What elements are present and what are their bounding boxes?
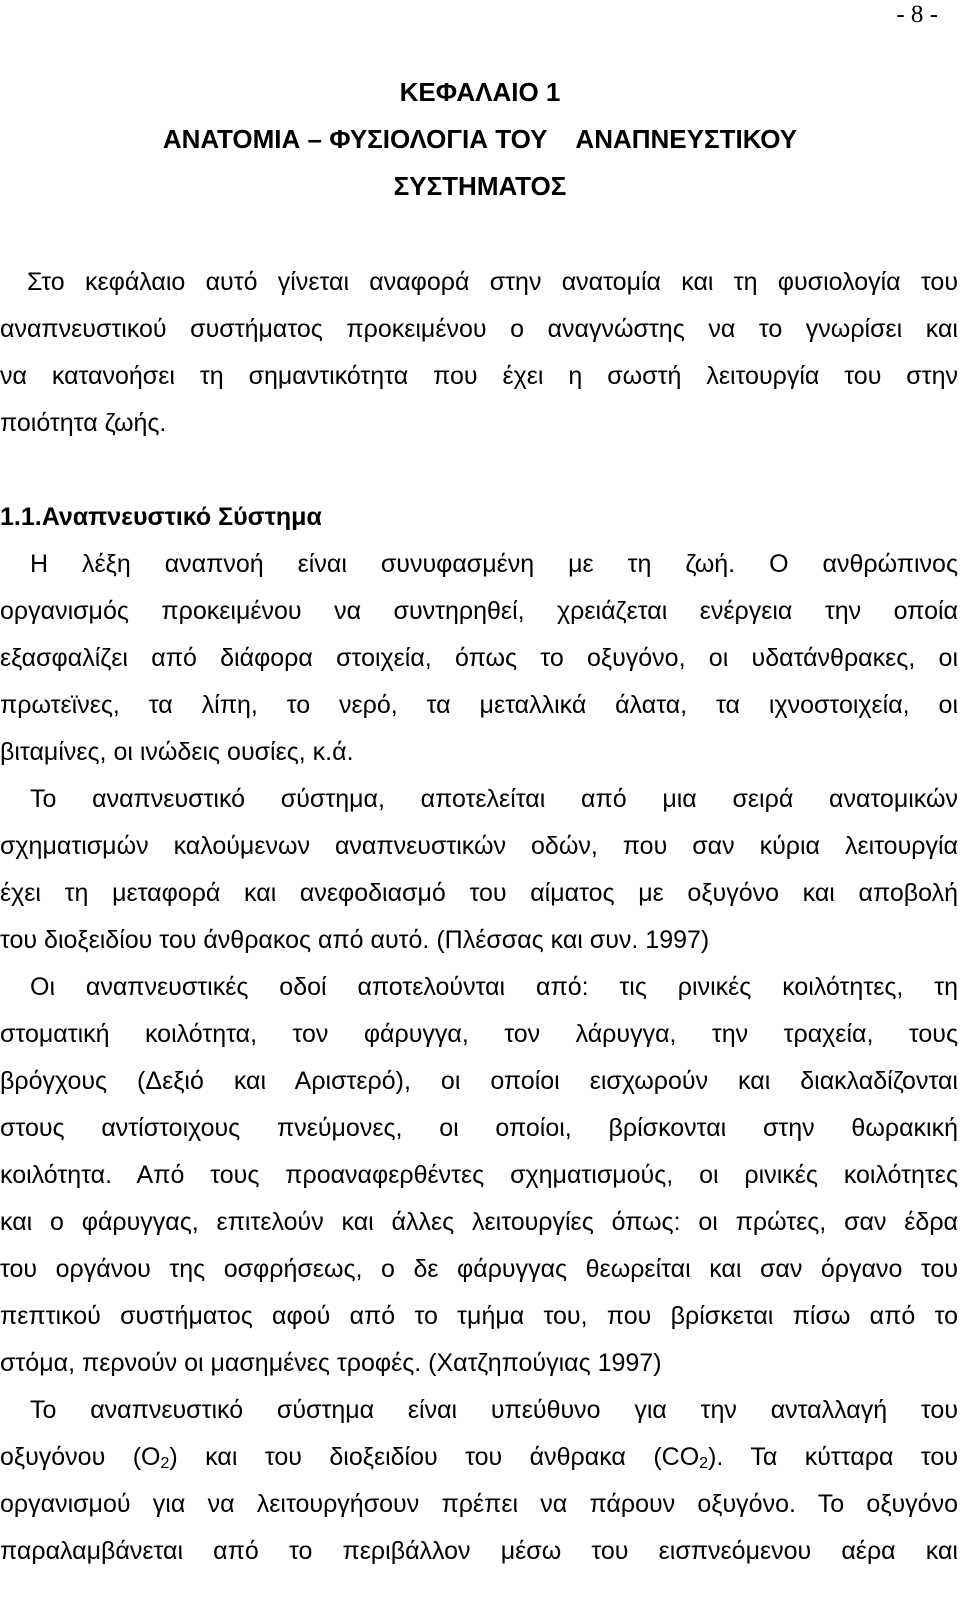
- co2-subscript: 2: [699, 1455, 709, 1472]
- body-line: Το αναπνευστικό σύστημα είναι υπεύθυνο για την ανταλλαγή του: [30, 1396, 958, 1424]
- body-line: στόμα, περνούν οι μασημένες τροφές. (Χατζηπούγιας 1997): [0, 1349, 662, 1377]
- chapter-title-line-1: ΑΝΑΤΟΜΙΑ – ΦΥΣΙΟΛΟΓΙΑ ΤΟΥ ΑΝΑΠΝΕΥΣΤΙΚΟΥ: [162, 124, 798, 154]
- body-line: βρόγχους (Δεξιό και Αριστερό), οι οποίοι εισχωρούν και διακλαδίζονται: [0, 1067, 958, 1095]
- intro-line: ποιότητα ζωής.: [0, 409, 167, 437]
- body-line: βιταμίνες, οι ινώδεις ουσίες, κ.ά.: [0, 738, 354, 766]
- body-line: πρωτεϊνες, τα λίπη, το νερό, τα μεταλλικά άλατα, τα ιχνοστοιχεία, οι: [0, 691, 958, 719]
- body-line: οργανισμός προκειμένου να συντηρηθεί, χρειάζεται ενέργεια την οποία: [0, 597, 958, 625]
- body-line: Οι αναπνευστικές οδοί αποτελούνται από: τις ρινικές κοιλότητες, τη: [30, 973, 958, 1001]
- body-line: οργανισμού για να λειτουργήσουν πρέπει να πάρουν οξυγόνο. Το οξυγόνο: [0, 1490, 958, 1518]
- o2-text-b: ) και του διοξειδίου του άνθρακα (CO: [169, 1443, 700, 1471]
- body-line: στοματική κοιλότητα, τον φάρυγγα, τον λάρυγγα, την τραχεία, τους: [0, 1020, 958, 1048]
- o2-text-a: οξυγόνου (O: [0, 1443, 161, 1471]
- chapter-title-line-2: ΣΥΣΤΗΜΑΤΟΣ: [393, 171, 567, 201]
- body-line: στους αντίστοιχους πνεύμονες, οι οποίοι, βρίσκονται στην θωρακική: [0, 1114, 958, 1142]
- body-line: και ο φάρυγγας, επιτελούν και άλλες λειτουργίες όπως: οι πρώτες, σαν έδρα: [0, 1208, 958, 1236]
- body-line: του διοξειδίου του άνθρακος από αυτό. (Πλέσσας και συν. 1997): [0, 926, 710, 954]
- body-line: Το αναπνευστικό σύστημα, αποτελείται από μια σειρά ανατομικών: [30, 785, 958, 813]
- intro-line: Στο κεφάλαιο αυτό γίνεται αναφορά στην ανατομία και τη φυσιολογία του: [27, 268, 958, 296]
- o2-text-c: ). Τα κύτταρα του: [708, 1443, 959, 1471]
- intro-line: αναπνευστικού συστήματος προκειμένου ο αναγνώστης να το γνωρίσει και: [0, 315, 958, 343]
- body-line: έχει τη μεταφορά και ανεφοδιασμό του αίματος με οξυγόνο και αποβολή: [0, 879, 958, 907]
- section-heading: 1.1.Αναπνευστικό Σύστημα: [0, 503, 322, 531]
- body-line: του οργάνου της οσφρήσεως, ο δε φάρυγγας θεωρείται και σαν όργανο του: [0, 1255, 958, 1283]
- body-line: κοιλότητα. Από τους προαναφερθέντες σχηματισμούς, οι ρινικές κοιλότητες: [0, 1161, 958, 1189]
- body-line: παραλαμβάνεται από το περιβάλλον μέσω του εισπνεόμενου αέρα και: [0, 1537, 958, 1565]
- body-line: σχηματισμών καλούμενων αναπνευστικών οδών, που σαν κύρια λειτουργία: [0, 832, 958, 860]
- page-number: - 8 -: [896, 1, 938, 28]
- body-line: εξασφαλίζει από διάφορα στοιχεία, όπως το οξυγόνο, οι υδατάνθρακες, οι: [0, 644, 958, 672]
- intro-line: να κατανοήσει τη σημαντικότητα που έχει η σωστή λειτουργία του στην: [0, 362, 958, 390]
- body-line: πεπτικού συστήματος αφού από το τμήμα του, που βρίσκεται πίσω από το: [0, 1302, 958, 1330]
- body-line: Η λέξη αναπνοή είναι συνυφασμένη με τη ζωή. Ο ανθρώπινος: [30, 550, 958, 578]
- o2-subscript: 2: [160, 1455, 170, 1472]
- body-line-o2: [0, 1442, 958, 1472]
- chapter-number: ΚΕΦΑΛΑΙΟ 1: [399, 77, 561, 107]
